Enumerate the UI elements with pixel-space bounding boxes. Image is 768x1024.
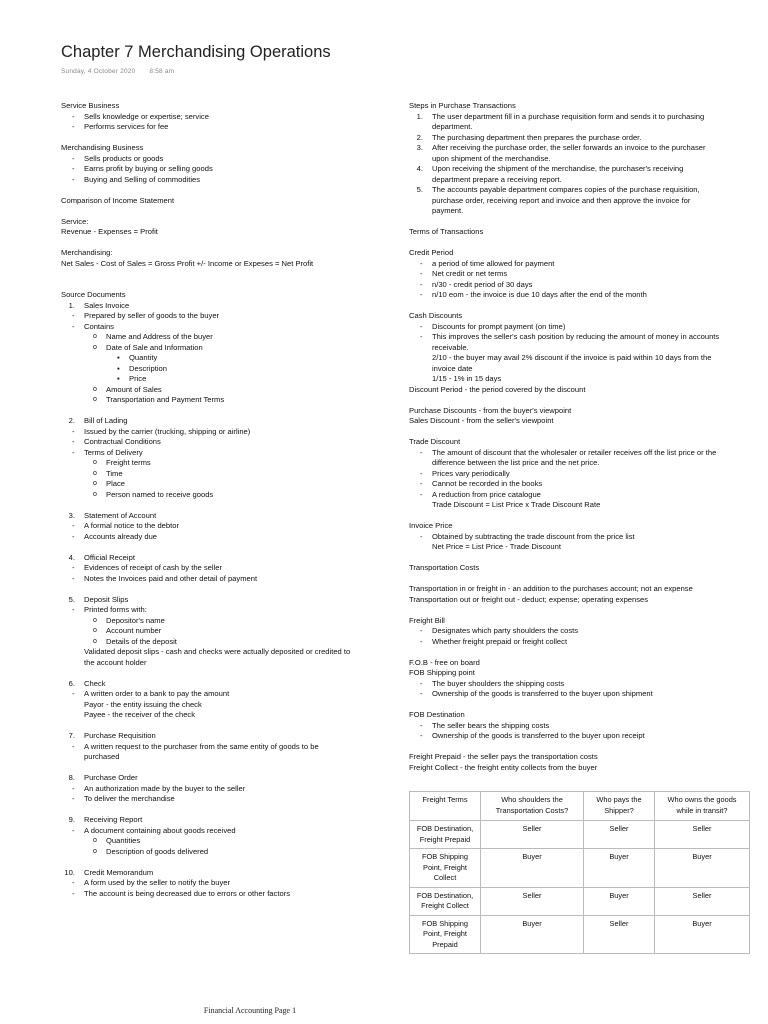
freight-collect: Freight Collect - the freight entity collects from the buyer: [409, 762, 598, 772]
list-item: - A formal notice to the debtor: [61, 521, 391, 532]
list-item: - The seller bears the shipping costs: [409, 721, 759, 732]
list-item: 10 . Credit Memorandum: [61, 868, 391, 879]
sales-discount: Sales Discount - from the seller's viewpoint: [409, 416, 554, 425]
list-item: o Freight terms: [61, 458, 391, 469]
cash-heading: Cash Discounts: [409, 311, 463, 320]
list-item: - Obtained by subtracting the trade discount from the price list Net Price = List Price - Trade Discount: [409, 532, 759, 553]
terms-heading: Terms of Transactions: [409, 227, 484, 236]
list-item: ▪ Price: [61, 374, 391, 385]
list-item: o Account number: [61, 626, 391, 637]
list-item: - A form used by the seller to notify the buyer: [61, 878, 391, 889]
table-cell: Seller: [584, 915, 655, 954]
comparison-heading: Comparison of Income Statement: [61, 195, 175, 205]
list-item: 5 . Deposit Slips: [61, 595, 391, 606]
list-item: - Sells products or goods: [61, 154, 391, 165]
table-header: Who owns the goods while in transit?: [655, 792, 750, 821]
service-label: Service:: [61, 216, 89, 226]
table-cell: Seller: [655, 821, 750, 849]
list-item: - n/10 eom - the invoice is due 10 days after the end of the month: [409, 290, 759, 301]
pr-cont: purchased: [84, 752, 120, 761]
list-item: - Notes the Invoices paid and other detail of payment: [61, 574, 391, 585]
service-heading: Service Business: [61, 101, 120, 110]
list-item: - Terms of Delivery: [61, 448, 391, 459]
table-cell: FOB Shipping Point, Freight Collect: [410, 849, 481, 888]
list-item: o Time: [61, 469, 391, 480]
list-item: - Whether freight prepaid or freight collect: [409, 637, 759, 648]
list-item: - The buyer shoulders the shipping costs: [409, 679, 759, 690]
table-row: [410, 915, 750, 954]
table-cell: Buyer: [584, 849, 655, 888]
list-item: 7 . Purchase Requisition: [61, 731, 391, 742]
source-heading: Source Documents: [61, 290, 126, 299]
list-item: - Designates which party shoulders the costs: [409, 626, 759, 637]
table-row: [410, 821, 750, 849]
list-item: 1 . The user department fill in a purchase requisition form and sends it to purchasing department.: [409, 112, 759, 133]
table-cell: FOB Destination, Freight Collect: [410, 887, 481, 915]
list-item: - Evidences of receipt of cash by the seller: [61, 563, 391, 574]
steps-heading: Steps in Purchase Transactions: [409, 101, 516, 110]
list-item: ▪ Description: [61, 364, 391, 375]
table-row: [410, 887, 750, 915]
table-cell: Buyer: [655, 849, 750, 888]
transport-out: Transportation out or freight out - deduct; expense; operating expenses: [409, 594, 649, 604]
list-item: - To deliver the merchandise: [61, 794, 391, 805]
left-column: [61, 101, 391, 899]
table-cell: Seller: [584, 821, 655, 849]
merch-list: [61, 154, 391, 186]
steps-list: [409, 112, 759, 217]
list-item: - Discounts for prompt payment (on time): [409, 322, 759, 333]
list-item: o Description of goods delivered: [61, 847, 391, 858]
list-item: o Amount of Sales: [61, 385, 391, 396]
list-item: - Ownership of the goods is transferred to the buyer upon receipt: [409, 731, 759, 742]
list-item: 2 . Bill of Lading: [61, 416, 391, 427]
list-item: - Printed forms with:: [61, 605, 391, 616]
list-item: - Contractual Conditions: [61, 437, 391, 448]
table-header: Who shoulders the Transportation Costs?: [481, 792, 584, 821]
payee-text: Payee - the receiver of the check: [84, 710, 196, 719]
list-item: 3 . Statement of Account: [61, 511, 391, 522]
list-item: - Sells knowledge or expertise; service: [61, 112, 391, 123]
page-footer: Financial Accounting Page 1: [203, 1006, 297, 1015]
merch-heading: Merchandising Business: [61, 143, 144, 152]
list-item: 1 . Sales Invoice: [61, 301, 391, 312]
invoice-heading: Invoice Price: [409, 521, 453, 530]
list-item: - Earns profit by buying or selling goods: [61, 164, 391, 175]
list-item: - A written request to the purchaser from the same entity of goods to be: [61, 742, 391, 753]
payor-text: Payor - the entity issuing the check: [84, 699, 202, 709]
list-item: - a period of time allowed for payment: [409, 259, 759, 270]
table-header-row: [410, 792, 750, 821]
service-formula: Revenue - Expenses = Profit: [61, 227, 158, 236]
transport-heading: Transportation Costs: [409, 563, 480, 572]
list-item: - The account is being decreased due to errors or other factors: [61, 889, 391, 900]
list-item: 4 . Upon receiving the shipment of the merchandise, the purchaser's receiving department prepare a receiving report.: [409, 164, 759, 185]
list-item: - A reduction from price catalogue Trade Discount = List Price x Trade Discount Rate: [409, 490, 759, 511]
freight-bill-heading: Freight Bill: [409, 615, 445, 625]
fob-definition: F.O.B - free on board: [409, 657, 480, 667]
fob-destination-heading: FOB Destination: [409, 710, 465, 719]
table-header: Who pays the Shipper?: [584, 792, 655, 821]
merch-label: Merchandising:: [61, 248, 113, 257]
discount-period: Discount Period - the period covered by the discount: [409, 384, 586, 394]
list-item: o Place: [61, 479, 391, 490]
list-item: - Issued by the carrier (trucking, shipping or airline): [61, 427, 391, 438]
list-item: 6 . Check: [61, 679, 391, 690]
list-item: o Date of Sale and Information: [61, 343, 391, 354]
right-column: [409, 101, 759, 773]
list-item: o Person named to receive goods: [61, 490, 391, 501]
trade-heading: Trade Discount: [409, 437, 461, 446]
list-item: 2 . The purchasing department then prepares the purchase order.: [409, 133, 759, 144]
list-item: - Prices vary periodically: [409, 469, 759, 480]
list-item: o Quantities: [61, 836, 391, 847]
freight-prepaid: Freight Prepaid - the seller pays the transportation costs: [409, 752, 598, 761]
table-row: [410, 849, 750, 888]
fob-shipping-heading: FOB Shipping point: [409, 668, 475, 677]
list-item: - Prepared by seller of goods to the buyer: [61, 311, 391, 322]
source-list: [61, 301, 391, 312]
date-text: Sunday, 4 October 2020: [61, 68, 136, 75]
list-item: - A written order to a bank to pay the amount: [61, 689, 391, 700]
table-cell: FOB Shipping Point, Freight Prepaid: [410, 915, 481, 954]
list-item: - The amount of discount that the wholesaler or retailer receives off the list price or the difference between the list price and the net price.: [409, 448, 759, 469]
list-item: 8 . Purchase Order: [61, 773, 391, 784]
list-item: - A document containing about goods received: [61, 826, 391, 837]
list-item: ▪ Quantity: [61, 353, 391, 364]
list-item: 3 . After receiving the purchase order, the seller forwards an invoice to the purchaser upon shipment of the merchandise.: [409, 143, 759, 164]
table-cell: Buyer: [655, 915, 750, 954]
list-item: 9 . Receiving Report: [61, 815, 391, 826]
list-item: - An authorization made by the buyer to the seller: [61, 784, 391, 795]
page-title: Chapter 7 Merchandising Operations: [61, 43, 331, 61]
list-item: - n/30 - credit period of 30 days: [409, 280, 759, 291]
table-header: Freight Terms: [410, 792, 481, 821]
list-item: - Buying and Selling of commodities: [61, 175, 391, 186]
table-cell: Buyer: [584, 887, 655, 915]
table-cell: Buyer: [481, 849, 584, 888]
list-item: - Performs services for fee: [61, 122, 391, 133]
list-item: - Net credit or net terms: [409, 269, 759, 280]
list-item: - Accounts already due: [61, 532, 391, 543]
list-item: o Details of the deposit: [61, 637, 391, 648]
deposit-note-cont: the account holder: [84, 657, 147, 667]
freight-terms-table: [409, 791, 750, 954]
list-item: - Cannot be recorded in the books: [409, 479, 759, 490]
table-cell: Seller: [655, 887, 750, 915]
page-date: [61, 67, 174, 78]
list-item: - This improves the seller's cash position by reducing the amount of money in accounts receivable. 2/10 - the buyer may avail 2% discount if the invoice is paid within 10 days from the invoice date 1/15 - 1% in 15 days: [409, 332, 759, 385]
deposit-note: Validated deposit slips - cash and checks were actually deposited or credited to: [84, 647, 351, 656]
time-text: 8:58 am: [149, 68, 175, 75]
list-item: o Transportation and Payment Terms: [61, 395, 391, 406]
list-item: 4 . Official Receipt: [61, 553, 391, 564]
merch-formula: Net Sales - Cost of Sales = Gross Profit +/- Income or Expeses = Net Profit: [61, 258, 314, 268]
list-item: - Ownership of the goods is transferred to the buyer upon shipment: [409, 689, 759, 700]
table-cell: FOB Destination, Freight Prepaid: [410, 821, 481, 849]
list-item: o Name and Address of the buyer: [61, 332, 391, 343]
table-cell: Buyer: [481, 915, 584, 954]
table-cell: Seller: [481, 887, 584, 915]
table-cell: Seller: [481, 821, 584, 849]
purchase-discounts: Purchase Discounts - from the buyer's viewpoint: [409, 405, 572, 415]
list-item: 5 . The accounts payable department compares copies of the purchase requisition, purchase order, receiving report and invoice and then approve the invoice for payment.: [409, 185, 759, 217]
service-list: [61, 112, 391, 133]
list-item: - Contains: [61, 322, 391, 333]
list-item: o Depositor's name: [61, 616, 391, 627]
credit-heading: Credit Period: [409, 248, 454, 257]
transport-in: Transportation in or freight in - an addition to the purchases account; not an expense: [409, 584, 693, 593]
